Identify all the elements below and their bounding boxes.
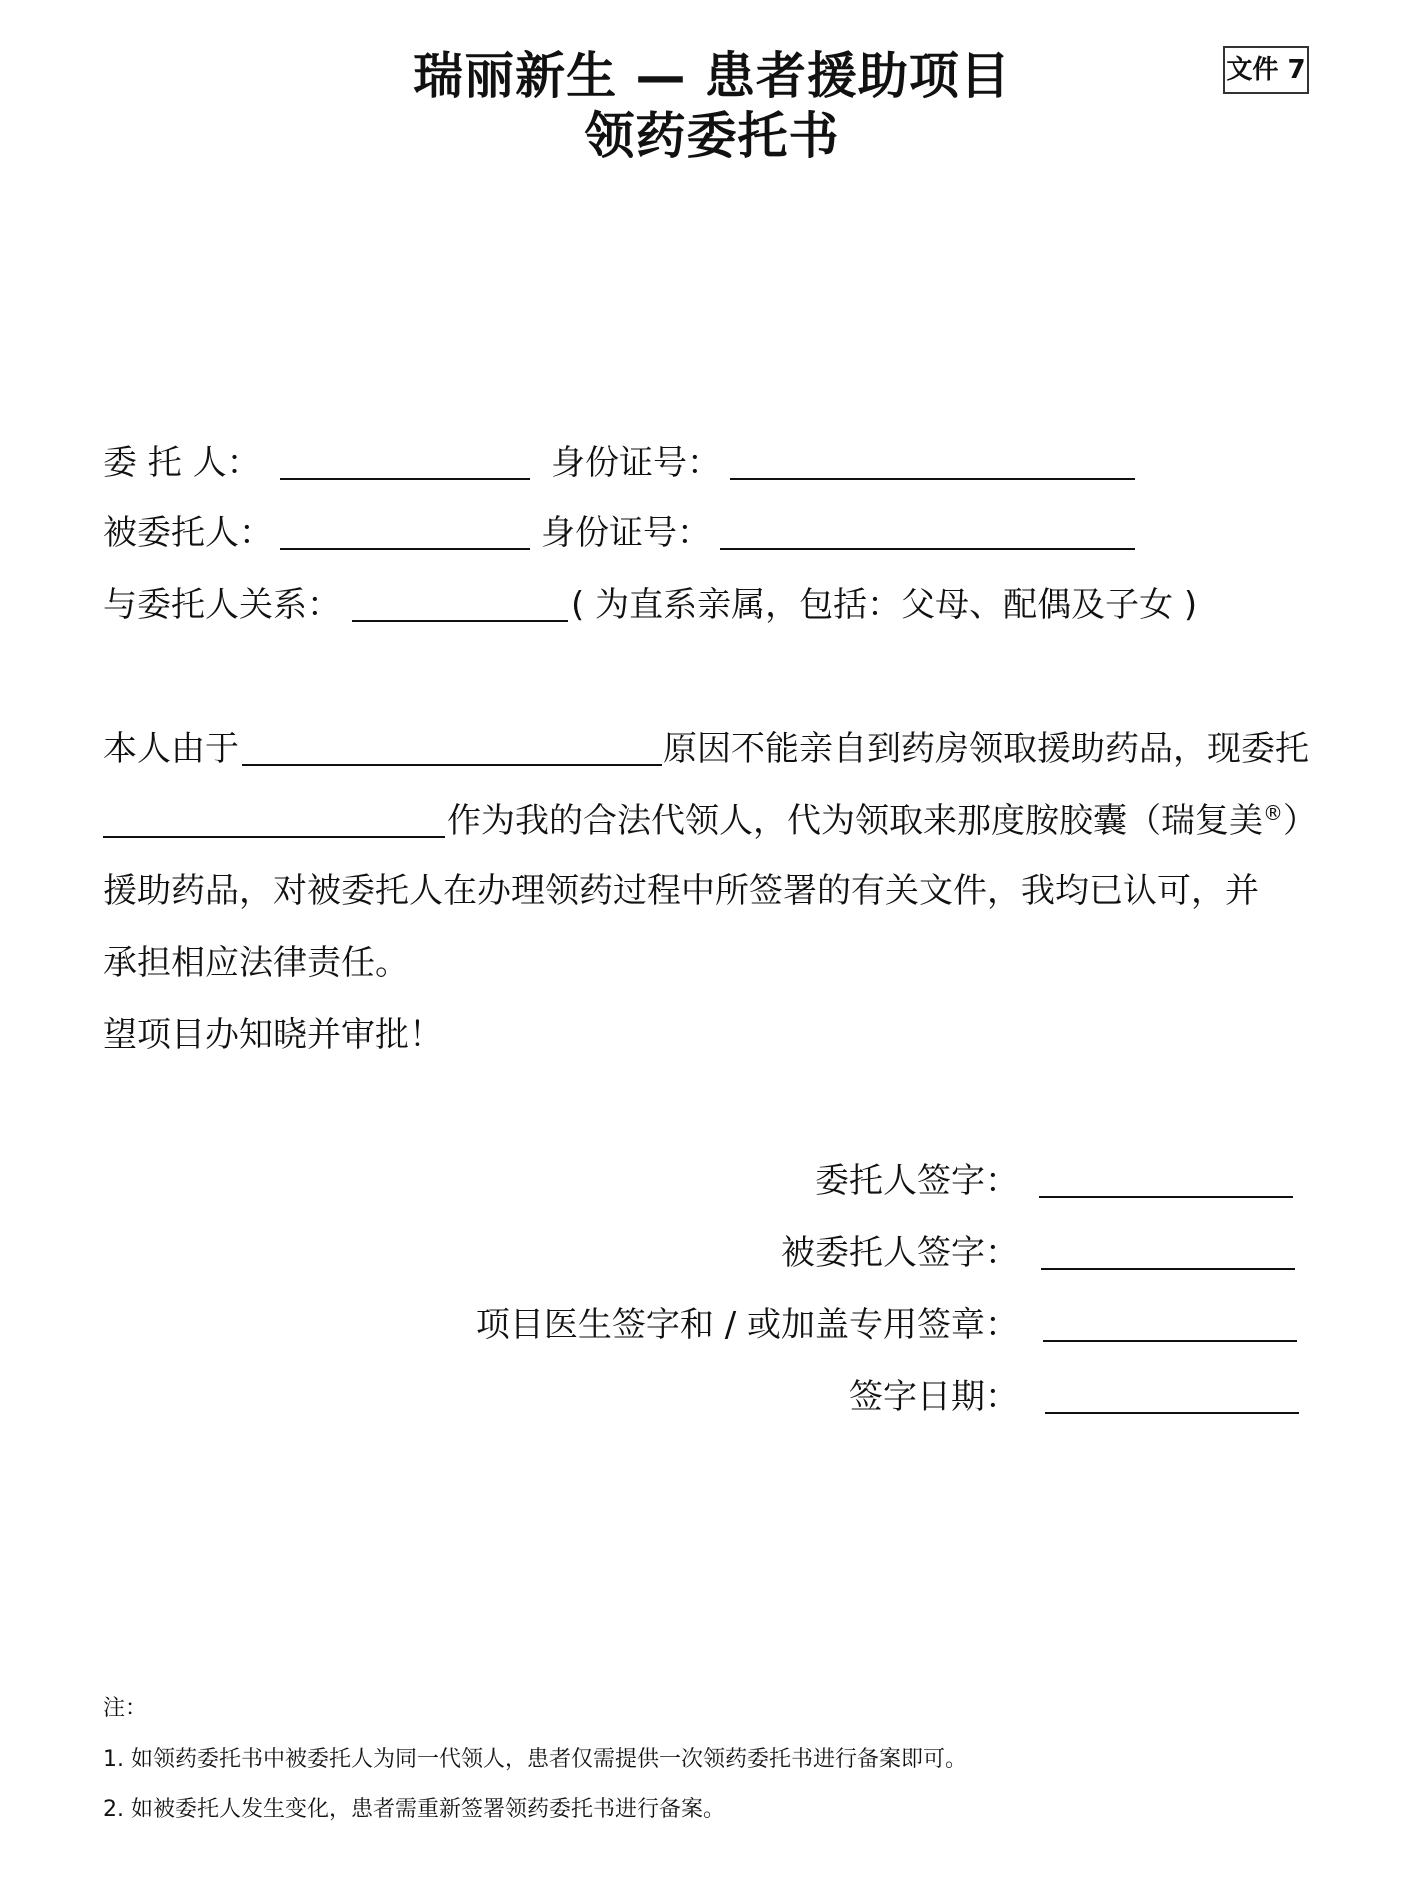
principal-signature-field[interactable]: [1039, 1196, 1293, 1198]
agent-id-label: 身份证号：: [541, 513, 711, 553]
body-text-proxy-main: 作为我的合法代领人，代为领取来那度胺胶囊（瑞复美: [447, 801, 1263, 841]
proxy-name-field[interactable]: [103, 836, 445, 838]
body-text-reason-start: 本人由于: [103, 729, 239, 769]
body-text-line4: 承担相应法律责任。: [103, 943, 409, 983]
registered-mark: ®: [1263, 801, 1283, 825]
principal-name-field[interactable]: [280, 478, 530, 480]
document-title: 瑞丽新生 — 患者援助项目: [413, 47, 1011, 105]
principal-id-field[interactable]: [730, 478, 1135, 480]
reason-field[interactable]: [242, 764, 662, 766]
relationship-label: 与委托人关系：: [103, 585, 341, 625]
relationship-field[interactable]: [352, 620, 568, 622]
doctor-signature-field[interactable]: [1043, 1340, 1297, 1342]
principal-id-label: 身份证号：: [551, 443, 721, 483]
document-subtitle: 领药委托书: [584, 107, 840, 165]
body-text-proxy: [447, 799, 1317, 847]
notes-heading: 注：: [103, 1696, 148, 1721]
body-text-approval: 望项目办知晓并审批！: [103, 1015, 443, 1055]
principal-signature-label: 委托人签字：: [815, 1161, 1019, 1201]
document-number-badge: 文件 7: [1223, 46, 1309, 94]
agent-signature-label: 被委托人签字：: [781, 1233, 1019, 1273]
agent-signature-field[interactable]: [1041, 1268, 1295, 1270]
body-text-proxy-close: ）: [1283, 801, 1317, 841]
body-text-line3: 援助药品，对被委托人在办理领药过程中所签署的有关文件，我均已认可，并: [103, 871, 1259, 911]
body-text-reason-end: 原因不能亲自到药房领取援助药品，现委托: [663, 729, 1309, 769]
doctor-signature-label: 项目医生签字和 / 或加盖专用签章：: [475, 1305, 1019, 1345]
principal-label: 委 托 人：: [103, 443, 261, 483]
sign-date-field[interactable]: [1045, 1412, 1299, 1414]
sign-date-label: 签字日期：: [849, 1377, 1019, 1417]
agent-label: 被委托人：: [103, 513, 273, 553]
agent-id-field[interactable]: [720, 548, 1135, 550]
note-item-2: 2. 如被委托人发生变化，患者需重新签署领药委托书进行备案。: [103, 1797, 725, 1822]
note-item-1: 1. 如领药委托书中被委托人为同一代领人，患者仅需提供一次领药委托书进行备案即可。: [103, 1747, 967, 1772]
agent-name-field[interactable]: [280, 548, 530, 550]
relationship-note: ( 为直系亲属，包括：父母、配偶及子女 ): [571, 585, 1198, 625]
